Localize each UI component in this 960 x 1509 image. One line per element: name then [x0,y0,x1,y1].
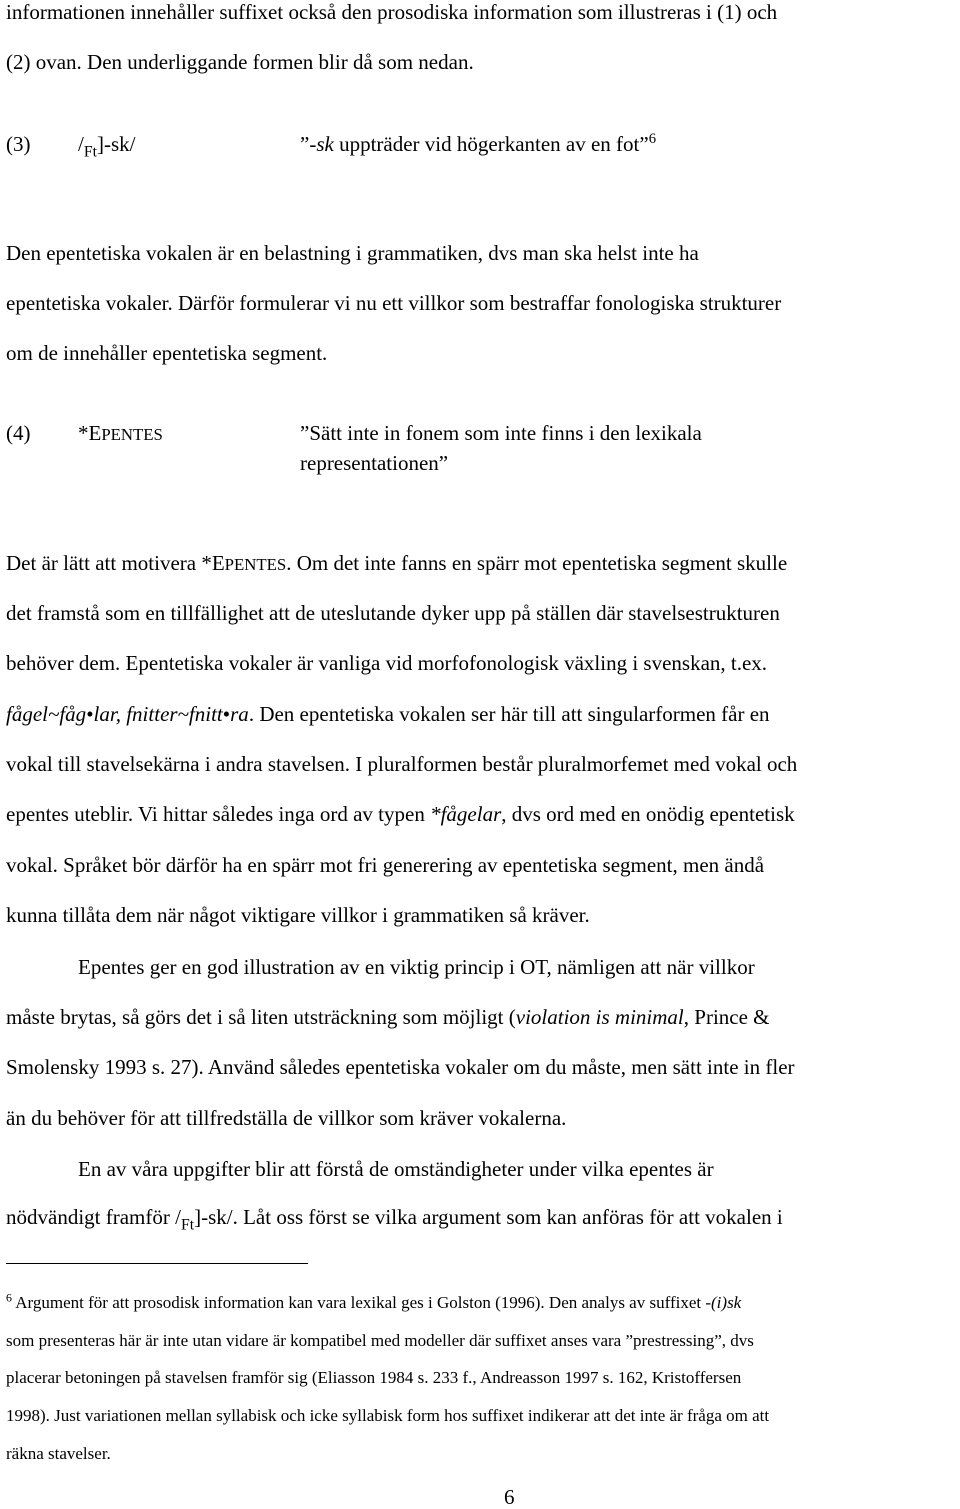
constraint-star: *E [78,421,102,445]
footnote-line: som presenteras här är inte utan vidare är kompatibel med modeller där suffixet anses vara ”prestressing”, dvs [6,1331,754,1350]
body-line [6,702,770,726]
body-line: epentetiska vokaler. Därför formulerar vi nu ett villkor som bestraffar fonologiska strukturer [6,291,782,315]
body-line: om de innehåller epentetiska segment. [6,341,328,365]
constraint-gloss-line: ”Sätt inte in fonem som inte finns i den lexikala [300,421,702,445]
body-line [6,1205,783,1234]
text-run: , dvs ord med en onödig epentetisk [501,802,795,826]
body-line: informationen innehåller suffixet också den prosodiska information som illustreras i (1) och [6,0,778,24]
body-line [6,802,795,826]
footnote-separator [6,1263,308,1264]
gloss-open-quote: ” [300,132,310,156]
text-run: . Om det inte fanns en spärr mot epentetiska segment skulle [286,551,788,575]
underlying-form [78,132,136,161]
constraint-smallcaps: PENTES [101,425,163,444]
body-line: Smolensky 1993 s. 27). Använd således epentetiska vokaler om du måste, men sätt inte in fler [6,1055,795,1079]
page-number: 6 [504,1485,515,1509]
text-run: epentes uteblir. Vi hittar således inga ord av typen [6,802,431,826]
form-open: / [78,132,84,156]
body-line: (2) ovan. Den underliggande formen blir då som nedan. [6,50,474,74]
body-line [6,551,787,577]
gloss-text: uppträder vid högerkanten av en fot” [333,132,649,156]
example-word-italic: *fågelar [430,802,502,826]
body-line: behöver dem. Epentetiska vokaler är vanliga vid morfofonologisk växling i svenskan, t.ex. [6,651,768,675]
text-run: Argument för att prosodisk information kan vara lexikal ges i Golston (1996). Den analys av suffixet [11,1293,706,1312]
example-word-italic: fågel~fåg [6,702,87,726]
form-rest: ]-sk/ [96,132,136,156]
body-line: än du behöver för att tillfredställa de villkor som kräver vokalerna. [6,1106,567,1130]
suffix-italic: -(i)sk [705,1293,742,1312]
body-line [6,1005,770,1029]
text-run: , Prince & [683,1005,770,1029]
body-line: det framstå som en tillfällighet att de uteslutande dyker upp på ställen där stavelsestrukturen [6,601,780,625]
term-italic: violation is minimal [515,1005,684,1029]
example-gloss [300,132,656,156]
constraint-name [78,421,163,447]
footnote-line [6,1290,742,1313]
suffix-italic: -sk [309,132,334,156]
footnote-line: placerar betoningen på stavelsen framför sig (Eliasson 1984 s. 233 f., Andreasson 1997 s. 162, Kristoffersen [6,1368,742,1387]
example-number: (3) [6,132,31,156]
body-line: Epentes ger en god illustration av en viktig princip i OT, nämligen att när villkor [78,955,755,979]
foot-subscript: Ft [180,1216,195,1234]
syllable-bullet: • [86,702,94,726]
example-word-italic: ra [230,702,249,726]
body-line: En av våra uppgifter blir att förstå de omständigheter under vilka epentes är [78,1157,714,1181]
body-line: kunna tillåta dem när något viktigare villkor i grammatiken så kräver. [6,903,590,927]
body-line: vokal till stavelsekärna i andra stavelsen. I pluralformen består pluralmorfemet med vokal och [6,752,798,776]
text-run: Det är lätt att motivera *E [6,551,225,575]
constraint-smallcaps: PENTES [224,555,287,574]
syllable-bullet: • [222,702,231,726]
text-run: nödvändigt framför / [6,1205,181,1229]
body-line: vokal. Språket bör därför ha en spärr mot fri generering av epentetiska segment, men ändå [6,853,765,877]
example-number: (4) [6,421,31,445]
footnote-reference: 6 [648,130,657,147]
text-run: . Den epentetiska vokalen ser här till att singularformen får en [248,702,770,726]
footnote-line: 1998). Just variationen mellan syllabisk och icke syllabisk form hos suffixet indikerar att det inte är fråga om att [6,1406,770,1425]
example-word-italic: lar, fnitter~fnitt [93,702,223,726]
footnote-marker: 6 [6,1290,12,1305]
body-line: Den epentetiska vokalen är en belastning i grammatiken, dvs man ska helst inte ha [6,241,699,265]
foot-subscript: Ft [83,143,97,161]
constraint-gloss-line: representationen” [300,451,449,475]
footnote-line: räkna stavelser. [6,1444,111,1463]
text-run: ]-sk/. Låt oss först se vilka argument som kan anföras för att vokalen i [194,1205,783,1229]
text-run: måste brytas, så görs det i så liten utsträckning som möjligt ( [6,1005,516,1029]
